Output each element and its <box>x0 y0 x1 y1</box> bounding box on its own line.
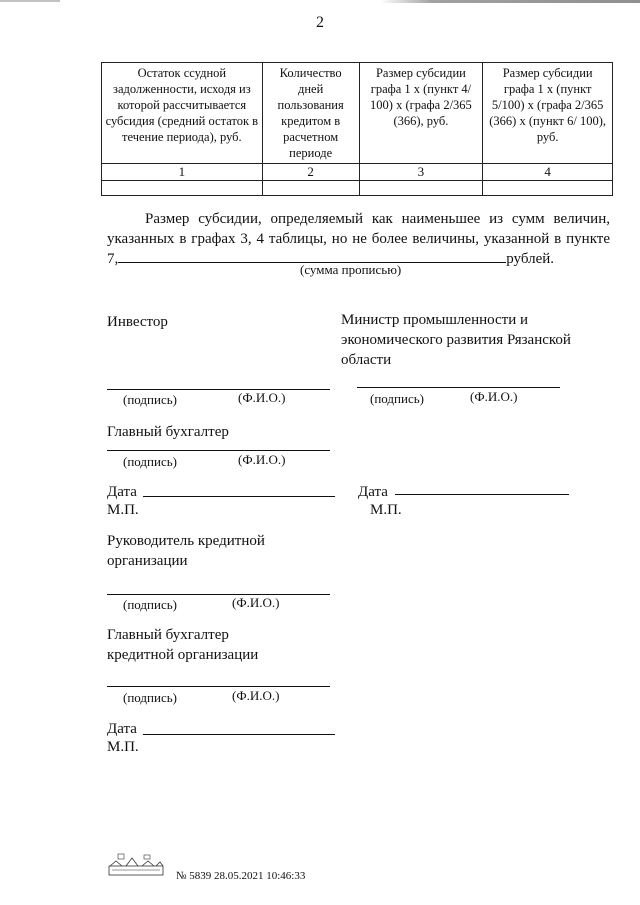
table-column-number: 4 <box>483 164 613 181</box>
table-header-cell: Количество дней пользования кредитом в расчетном периоде <box>262 63 359 164</box>
credit-head-label: Руководитель кредитной организации <box>107 533 265 569</box>
stamp-label: М.П. <box>107 502 139 518</box>
page-number: 2 <box>316 14 324 31</box>
signature-line <box>357 387 560 388</box>
signature-caption: (подпись) <box>123 392 177 407</box>
date-label: Дата <box>107 484 137 500</box>
paragraph-text: Размер субсидии, определяемый как наименьшее из сумм величин, указанных в графах 3, 4 таблицы, но не более величины, указанной в пункте 7, <box>107 211 610 267</box>
amount-hint: (сумма прописью) <box>300 262 402 277</box>
signature-caption: (подпись) <box>123 690 177 705</box>
signature-line <box>107 389 330 390</box>
signature-line <box>107 450 330 451</box>
table-number-row <box>102 164 613 181</box>
subsidy-paragraph <box>107 210 610 270</box>
amount-blank-line <box>118 249 506 263</box>
date-line <box>395 494 569 495</box>
date-line <box>143 496 335 497</box>
table-column-number: 3 <box>359 164 483 181</box>
chief-accountant-label: Главный бухгалтер <box>107 424 229 440</box>
table-column-number: 1 <box>102 164 263 181</box>
ministry-label: Министр промышленности и экономического развития Рязанской области <box>341 312 571 368</box>
date-label: Дата <box>358 484 388 500</box>
table-header-row <box>102 63 613 164</box>
stamp-label: М.П. <box>107 739 139 755</box>
table-column-number: 2 <box>262 164 359 181</box>
signature-caption: (подпись) <box>370 391 424 406</box>
signature-caption: (подпись) <box>123 454 177 469</box>
registration-number: № 5839 28.05.2021 10:46:33 <box>176 870 306 882</box>
registration-stamp-icon <box>108 852 164 876</box>
scan-edge-mark <box>0 0 60 2</box>
fio-caption: (Ф.И.О.) <box>232 688 280 703</box>
fio-caption: (Ф.И.О.) <box>238 390 286 405</box>
stamp-label: М.П. <box>370 502 402 518</box>
scan-edge-mark <box>380 0 640 3</box>
signature-line <box>107 594 330 595</box>
date-label: Дата <box>107 721 137 737</box>
credit-accountant-label: Главный бухгалтер кредитной организации <box>107 627 259 663</box>
signature-caption: (подпись) <box>123 597 177 612</box>
fio-caption: (Ф.И.О.) <box>238 452 286 467</box>
fio-caption: (Ф.И.О.) <box>232 595 280 610</box>
investor-label: Инвестор <box>107 314 168 330</box>
date-line <box>143 734 335 735</box>
subsidy-table <box>101 62 613 196</box>
table-row <box>102 181 613 196</box>
fio-caption: (Ф.И.О.) <box>470 389 518 404</box>
paragraph-currency: рублей. <box>506 251 555 267</box>
signature-line <box>107 686 330 687</box>
table-header-cell: Остаток ссудной задолженности, исходя из которой рассчитывается субсидия (средний остаток в течение периода), руб. <box>102 63 263 164</box>
table-header-cell: Размер субсидии графа 1 х (пункт 4/ 100) х (графа 2/365 (366), руб. <box>359 63 483 164</box>
table-header-cell: Размер субсидии графа 1 х (пункт 5/100) х (графа 2/365 (366) х (пункт 6/ 100), руб. <box>483 63 613 164</box>
